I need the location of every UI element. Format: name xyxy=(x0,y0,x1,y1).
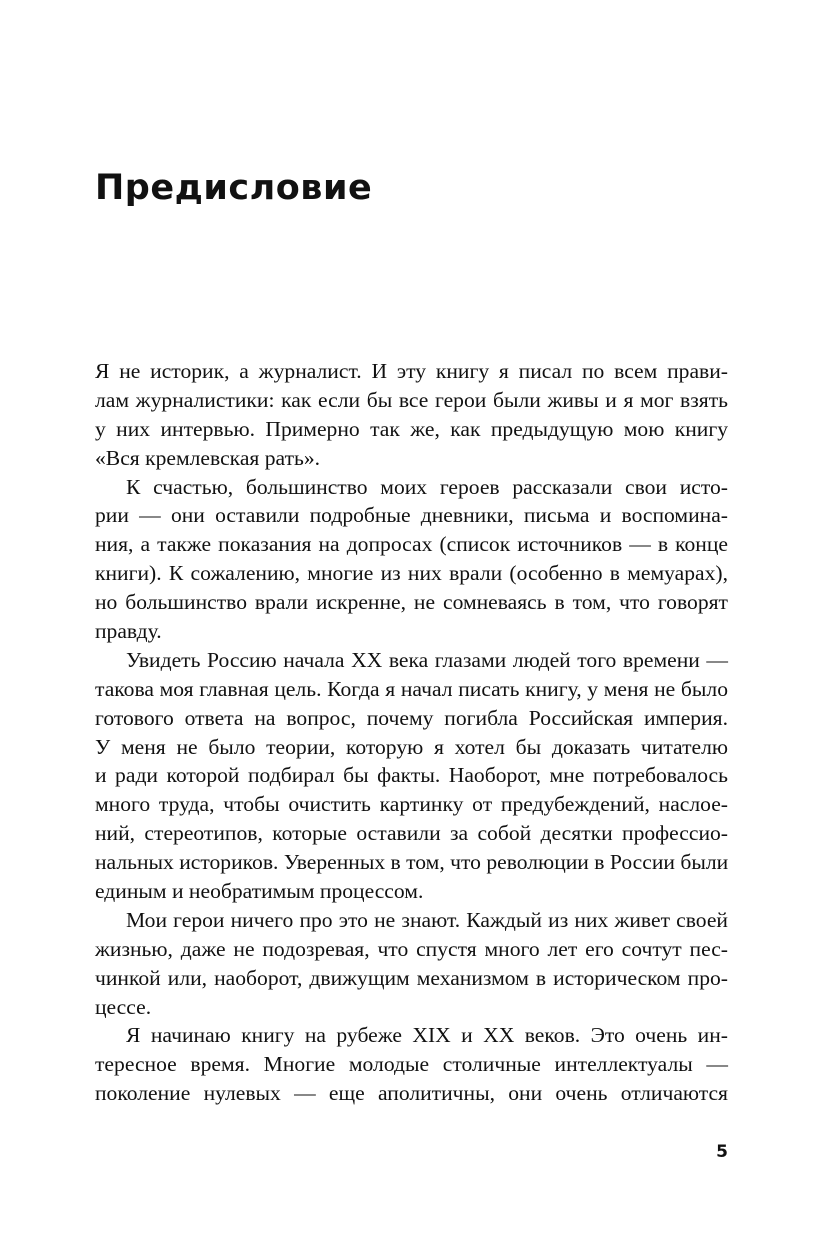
page-number: 5 xyxy=(716,1142,728,1162)
text-line: ний, стереотипов, которые оставили за собой десятки профессио- xyxy=(95,821,728,846)
text-line: чинкой или, наоборот, движущим механизмом в историческом про- xyxy=(95,965,728,990)
text-line: единым и необратимым процессом. xyxy=(95,879,424,904)
text-line: тересное время. Многие молодые столичные интеллектуалы — xyxy=(95,1052,728,1077)
text-line: цессе. xyxy=(95,994,152,1019)
text-line: правду. xyxy=(95,619,162,644)
text-line: ния, а также показания на допросах (список источников — в конце xyxy=(95,532,728,557)
text-line: У меня не было теории, которую я хотел бы доказать читателю xyxy=(95,734,728,759)
text-line: Мои герои ничего про это не знают. Каждый из них живет своей xyxy=(126,907,728,932)
text-line: Я не историк, а журналист. И эту книгу я писал по всем прави- xyxy=(95,359,728,383)
text-line: лам журналистики: как если бы все герои были живы и я мог взять xyxy=(95,387,728,412)
body-text xyxy=(95,357,728,1108)
text-line: «Вся кремлевская рать». xyxy=(95,445,321,470)
text-line: книги). К сожалению, многие из них врали (особенно в мемуарах), xyxy=(95,561,728,586)
text-line: но большинство врали искренне, не сомневаясь в том, что говорят xyxy=(95,590,728,615)
text-line: и ради которой подбирал бы факты. Наоборот, мне потребовалось xyxy=(95,763,728,788)
text-line: такова моя главная цель. Когда я начал писать книгу, у меня не было xyxy=(95,676,728,701)
text-line: Увидеть Россию начала XX века глазами людей того времени — xyxy=(126,647,728,672)
text-line: Я начинаю книгу на рубеже XIX и XX веков. Это очень ин- xyxy=(126,1023,728,1048)
text-line: К счастью, большинство моих героев рассказали свои исто- xyxy=(126,474,728,499)
text-line: готового ответа на вопрос, почему погибла Российская империя. xyxy=(95,705,728,730)
text-line: у них интервью. Примерно так же, как предыдущую мою книгу xyxy=(95,416,728,441)
text-line: поколение нулевых — еще аполитичны, они очень отличаются xyxy=(95,1081,728,1106)
text-line: рии — они оставили подробные дневники, письма и воспомина- xyxy=(95,503,728,528)
text-line: много труда, чтобы очистить картинку от предубеждений, наслое- xyxy=(95,792,728,817)
chapter-title: Предисловие xyxy=(95,168,373,208)
text-line: жизнью, даже не подозревая, что спустя много лет его сочтут пес- xyxy=(95,936,728,961)
text-line: нальных историков. Уверенных в том, что революции в России были xyxy=(95,850,729,875)
